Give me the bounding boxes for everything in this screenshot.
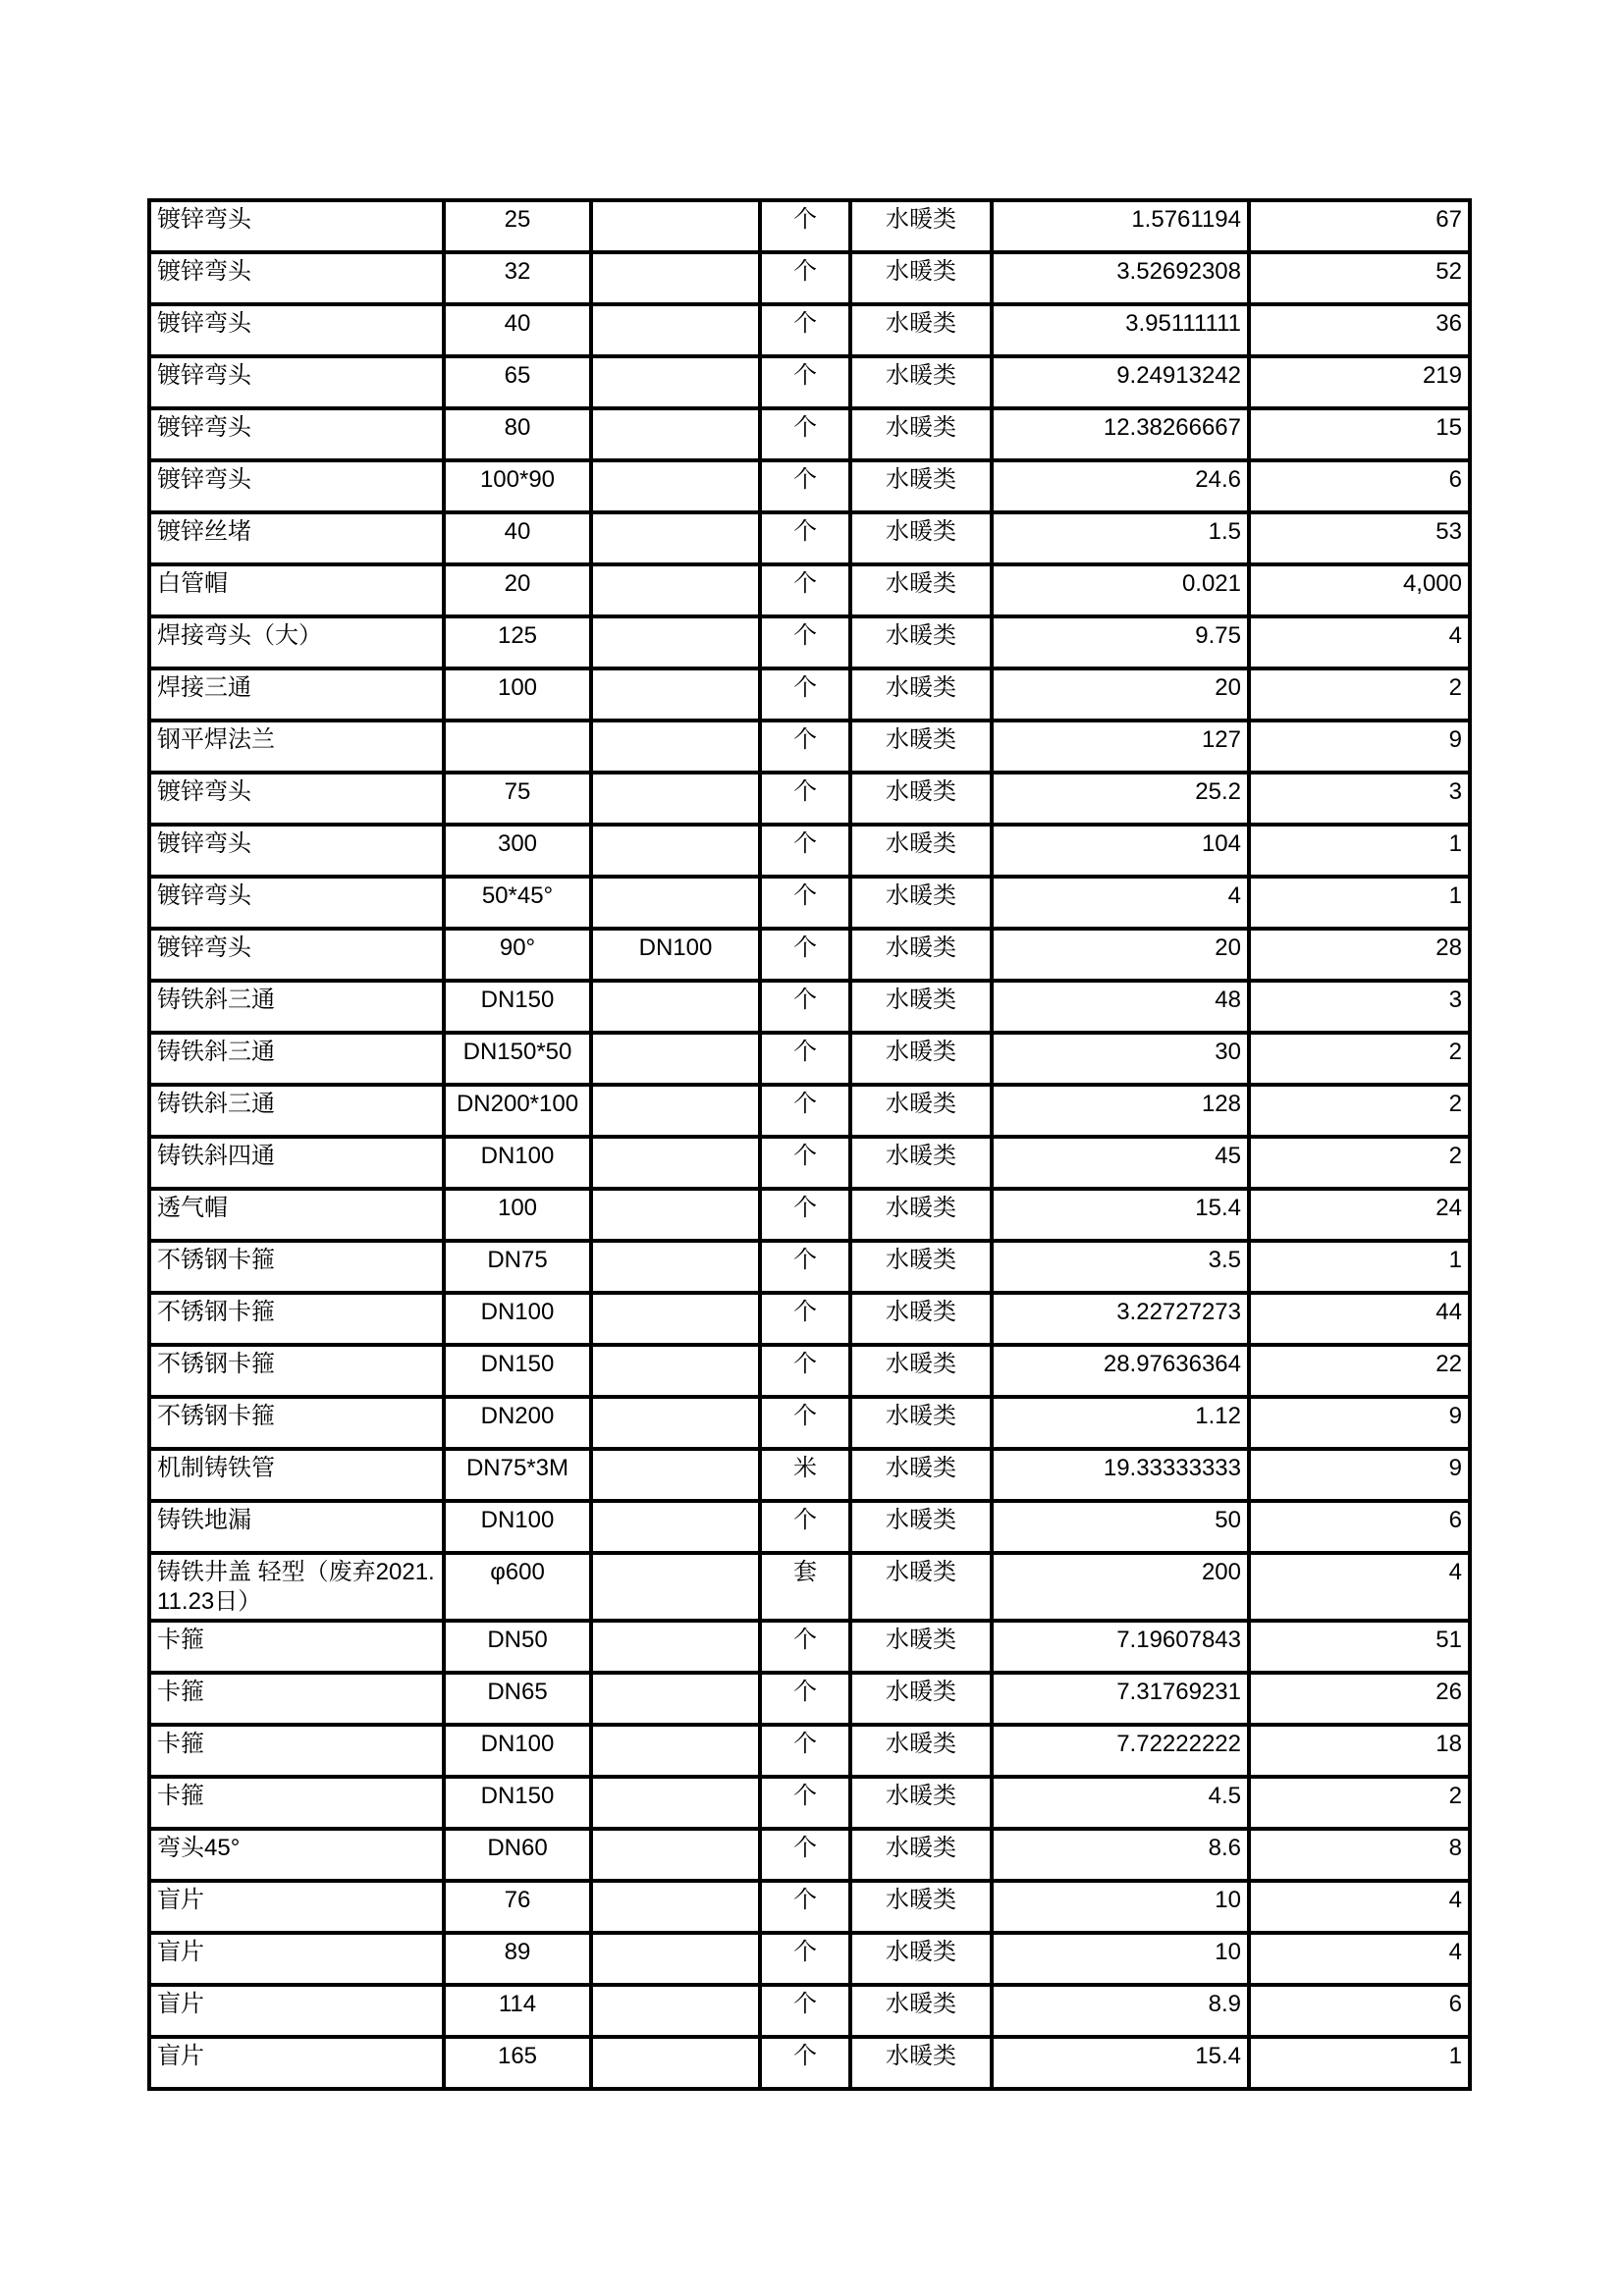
cell-price: 4.5	[992, 1777, 1249, 1829]
cell-unit: 个	[760, 1933, 850, 1985]
cell-item-name: 不锈钢卡箍	[149, 1397, 444, 1449]
cell-price: 200	[992, 1553, 1249, 1621]
cell-price: 25.2	[992, 773, 1249, 825]
cell-unit: 个	[760, 1293, 850, 1345]
cell-spec: DN100	[444, 1137, 591, 1189]
table-row	[149, 1241, 1470, 1293]
table-row	[149, 1985, 1470, 2037]
cell-item-name: 卡箍	[149, 1673, 444, 1725]
table-row	[149, 981, 1470, 1033]
cell-price: 19.33333333	[992, 1449, 1249, 1501]
cell-unit: 个	[760, 2037, 850, 2089]
cell-quantity: 6	[1249, 1985, 1470, 2037]
cell-spec: DN50	[444, 1621, 591, 1673]
cell-price: 12.38266667	[992, 408, 1249, 460]
cell-category: 水暖类	[850, 1137, 992, 1189]
cell-unit: 个	[760, 1137, 850, 1189]
cell-spec: DN100	[444, 1501, 591, 1553]
table-row	[149, 825, 1470, 877]
cell-spec: DN200	[444, 1397, 591, 1449]
cell-spec2	[591, 1189, 760, 1241]
cell-price: 0.021	[992, 564, 1249, 616]
cell-category: 水暖类	[850, 981, 992, 1033]
cell-item-name: 镀锌丝堵	[149, 512, 444, 564]
cell-price: 3.95111111	[992, 304, 1249, 356]
cell-price: 48	[992, 981, 1249, 1033]
cell-spec2	[591, 1397, 760, 1449]
cell-quantity: 1	[1249, 877, 1470, 929]
cell-unit: 个	[760, 1241, 850, 1293]
cell-item-name: 弯头45°	[149, 1829, 444, 1881]
table-row	[149, 1501, 1470, 1553]
cell-quantity: 1	[1249, 1241, 1470, 1293]
cell-quantity: 22	[1249, 1345, 1470, 1397]
cell-quantity: 36	[1249, 304, 1470, 356]
cell-spec: 90°	[444, 929, 591, 981]
cell-spec	[444, 721, 591, 773]
cell-price: 3.52692308	[992, 252, 1249, 304]
cell-spec2	[591, 1881, 760, 1933]
cell-unit: 个	[760, 1033, 850, 1085]
table-row	[149, 1881, 1470, 1933]
cell-item-name: 白管帽	[149, 564, 444, 616]
cell-spec: DN75	[444, 1241, 591, 1293]
cell-price: 15.4	[992, 2037, 1249, 2089]
cell-price: 50	[992, 1501, 1249, 1553]
table-row	[149, 1621, 1470, 1673]
cell-spec: 20	[444, 564, 591, 616]
table-row	[149, 929, 1470, 981]
cell-spec: DN150*50	[444, 1033, 591, 1085]
cell-category: 水暖类	[850, 200, 992, 252]
cell-item-name: 卡箍	[149, 1777, 444, 1829]
table-row	[149, 1345, 1470, 1397]
table-row	[149, 1189, 1470, 1241]
cell-unit: 个	[760, 564, 850, 616]
cell-spec: 165	[444, 2037, 591, 2089]
table-row	[149, 1933, 1470, 1985]
cell-spec: 75	[444, 773, 591, 825]
table-row	[149, 877, 1470, 929]
cell-quantity: 4,000	[1249, 564, 1470, 616]
cell-item-name: 铸铁斜三通	[149, 981, 444, 1033]
cell-quantity: 4	[1249, 1933, 1470, 1985]
cell-spec2	[591, 1829, 760, 1881]
cell-spec: 89	[444, 1933, 591, 1985]
cell-category: 水暖类	[850, 825, 992, 877]
cell-spec2	[591, 1137, 760, 1189]
cell-item-name: 镀锌弯头	[149, 408, 444, 460]
cell-quantity: 2	[1249, 1085, 1470, 1137]
cell-price: 127	[992, 721, 1249, 773]
cell-quantity: 28	[1249, 929, 1470, 981]
cell-spec2	[591, 252, 760, 304]
table-row	[149, 721, 1470, 773]
cell-quantity: 51	[1249, 1621, 1470, 1673]
cell-spec2	[591, 773, 760, 825]
cell-unit: 个	[760, 668, 850, 721]
cell-category: 水暖类	[850, 1241, 992, 1293]
cell-quantity: 2	[1249, 1033, 1470, 1085]
cell-unit: 个	[760, 408, 850, 460]
cell-item-name: 镀锌弯头	[149, 356, 444, 408]
cell-spec: 32	[444, 252, 591, 304]
cell-spec2	[591, 356, 760, 408]
table-row	[149, 252, 1470, 304]
cell-unit: 套	[760, 1553, 850, 1621]
table-row	[149, 304, 1470, 356]
cell-spec2	[591, 1673, 760, 1725]
cell-category: 水暖类	[850, 356, 992, 408]
cell-quantity: 2	[1249, 1777, 1470, 1829]
cell-price: 7.72222222	[992, 1725, 1249, 1777]
cell-unit: 个	[760, 512, 850, 564]
cell-spec: 76	[444, 1881, 591, 1933]
cell-quantity: 1	[1249, 2037, 1470, 2089]
cell-category: 水暖类	[850, 1829, 992, 1881]
cell-unit: 个	[760, 1085, 850, 1137]
cell-spec2	[591, 1553, 760, 1621]
cell-quantity: 6	[1249, 1501, 1470, 1553]
cell-category: 水暖类	[850, 616, 992, 668]
cell-item-name: 卡箍	[149, 1725, 444, 1777]
cell-quantity: 2	[1249, 668, 1470, 721]
table-row	[149, 2037, 1470, 2089]
cell-item-name: 钢平焊法兰	[149, 721, 444, 773]
table-row	[149, 408, 1470, 460]
cell-item-name: 镀锌弯头	[149, 252, 444, 304]
cell-category: 水暖类	[850, 1397, 992, 1449]
cell-category: 水暖类	[850, 1501, 992, 1553]
cell-item-name: 不锈钢卡箍	[149, 1345, 444, 1397]
cell-spec: DN75*3M	[444, 1449, 591, 1501]
cell-unit: 个	[760, 773, 850, 825]
cell-price: 30	[992, 1033, 1249, 1085]
cell-category: 水暖类	[850, 1293, 992, 1345]
cell-price: 7.31769231	[992, 1673, 1249, 1725]
cell-item-name: 镀锌弯头	[149, 877, 444, 929]
cell-quantity: 53	[1249, 512, 1470, 564]
cell-spec2	[591, 721, 760, 773]
cell-spec2	[591, 1621, 760, 1673]
cell-price: 1.5	[992, 512, 1249, 564]
cell-category: 水暖类	[850, 773, 992, 825]
table-row	[149, 1777, 1470, 1829]
inventory-table-body	[149, 200, 1470, 2089]
cell-item-name: 镀锌弯头	[149, 929, 444, 981]
cell-spec: DN200*100	[444, 1085, 591, 1137]
cell-unit: 个	[760, 1881, 850, 1933]
cell-item-name: 镀锌弯头	[149, 460, 444, 512]
cell-category: 水暖类	[850, 877, 992, 929]
cell-quantity: 26	[1249, 1673, 1470, 1725]
cell-spec2	[591, 1085, 760, 1137]
cell-spec: DN60	[444, 1829, 591, 1881]
cell-quantity: 4	[1249, 1553, 1470, 1621]
table-row	[149, 1673, 1470, 1725]
cell-spec2	[591, 668, 760, 721]
cell-item-name: 铸铁斜四通	[149, 1137, 444, 1189]
cell-price: 1.12	[992, 1397, 1249, 1449]
cell-item-name: 盲片	[149, 1881, 444, 1933]
cell-item-name: 镀锌弯头	[149, 304, 444, 356]
cell-unit: 个	[760, 1725, 850, 1777]
cell-category: 水暖类	[850, 1673, 992, 1725]
cell-quantity: 67	[1249, 200, 1470, 252]
cell-spec2	[591, 1345, 760, 1397]
table-row	[149, 668, 1470, 721]
cell-price: 10	[992, 1881, 1249, 1933]
cell-quantity: 18	[1249, 1725, 1470, 1777]
table-row	[149, 1085, 1470, 1137]
cell-spec2	[591, 1293, 760, 1345]
cell-price: 4	[992, 877, 1249, 929]
cell-spec2: DN100	[591, 929, 760, 981]
cell-quantity: 3	[1249, 773, 1470, 825]
cell-item-name: 铸铁地漏	[149, 1501, 444, 1553]
cell-category: 水暖类	[850, 252, 992, 304]
cell-spec: 300	[444, 825, 591, 877]
cell-price: 7.19607843	[992, 1621, 1249, 1673]
cell-quantity: 4	[1249, 616, 1470, 668]
cell-unit: 个	[760, 981, 850, 1033]
cell-spec: 100	[444, 668, 591, 721]
cell-item-name: 铸铁斜三通	[149, 1085, 444, 1137]
cell-unit: 米	[760, 1449, 850, 1501]
cell-category: 水暖类	[850, 1985, 992, 2037]
cell-item-name: 盲片	[149, 2037, 444, 2089]
cell-unit: 个	[760, 1829, 850, 1881]
cell-spec2	[591, 1985, 760, 2037]
cell-category: 水暖类	[850, 668, 992, 721]
cell-category: 水暖类	[850, 1777, 992, 1829]
cell-spec: 65	[444, 356, 591, 408]
table-row	[149, 1033, 1470, 1085]
cell-quantity: 9	[1249, 1397, 1470, 1449]
cell-spec: 114	[444, 1985, 591, 2037]
cell-unit: 个	[760, 252, 850, 304]
cell-price: 20	[992, 668, 1249, 721]
cell-spec: 80	[444, 408, 591, 460]
cell-category: 水暖类	[850, 1033, 992, 1085]
table-row	[149, 460, 1470, 512]
cell-item-name: 镀锌弯头	[149, 825, 444, 877]
cell-category: 水暖类	[850, 304, 992, 356]
cell-quantity: 1	[1249, 825, 1470, 877]
cell-spec: DN150	[444, 981, 591, 1033]
cell-price: 45	[992, 1137, 1249, 1189]
cell-spec: 50*45°	[444, 877, 591, 929]
cell-spec2	[591, 460, 760, 512]
cell-spec: DN100	[444, 1293, 591, 1345]
table-row	[149, 356, 1470, 408]
cell-spec2	[591, 2037, 760, 2089]
cell-quantity: 2	[1249, 1137, 1470, 1189]
cell-spec2	[591, 200, 760, 252]
table-row	[149, 1137, 1470, 1189]
cell-spec2	[591, 1501, 760, 1553]
cell-quantity: 4	[1249, 1881, 1470, 1933]
cell-category: 水暖类	[850, 408, 992, 460]
cell-category: 水暖类	[850, 1933, 992, 1985]
cell-category: 水暖类	[850, 1449, 992, 1501]
cell-quantity: 52	[1249, 252, 1470, 304]
cell-price: 3.5	[992, 1241, 1249, 1293]
cell-spec2	[591, 1933, 760, 1985]
cell-category: 水暖类	[850, 512, 992, 564]
cell-category: 水暖类	[850, 2037, 992, 2089]
cell-spec2	[591, 512, 760, 564]
cell-quantity: 8	[1249, 1829, 1470, 1881]
cell-spec2	[591, 1033, 760, 1085]
cell-quantity: 24	[1249, 1189, 1470, 1241]
cell-unit: 个	[760, 1673, 850, 1725]
cell-unit: 个	[760, 356, 850, 408]
cell-spec: 100	[444, 1189, 591, 1241]
cell-quantity: 44	[1249, 1293, 1470, 1345]
cell-price: 8.6	[992, 1829, 1249, 1881]
cell-spec: 40	[444, 512, 591, 564]
cell-quantity: 15	[1249, 408, 1470, 460]
cell-spec2	[591, 1449, 760, 1501]
cell-category: 水暖类	[850, 1725, 992, 1777]
cell-spec2	[591, 825, 760, 877]
cell-item-name: 焊接弯头（大）	[149, 616, 444, 668]
cell-category: 水暖类	[850, 1345, 992, 1397]
cell-unit: 个	[760, 1621, 850, 1673]
cell-spec: 40	[444, 304, 591, 356]
cell-price: 9.75	[992, 616, 1249, 668]
cell-unit: 个	[760, 616, 850, 668]
cell-unit: 个	[760, 200, 850, 252]
cell-category: 水暖类	[850, 460, 992, 512]
cell-item-name: 镀锌弯头	[149, 773, 444, 825]
inventory-table	[147, 198, 1472, 2091]
cell-item-name: 不锈钢卡箍	[149, 1293, 444, 1345]
cell-unit: 个	[760, 721, 850, 773]
cell-price: 3.22727273	[992, 1293, 1249, 1345]
cell-spec2	[591, 877, 760, 929]
cell-unit: 个	[760, 929, 850, 981]
table-row	[149, 773, 1470, 825]
table-row	[149, 1725, 1470, 1777]
cell-price: 8.9	[992, 1985, 1249, 2037]
cell-quantity: 9	[1249, 1449, 1470, 1501]
cell-price: 28.97636364	[992, 1345, 1249, 1397]
table-row	[149, 616, 1470, 668]
cell-unit: 个	[760, 877, 850, 929]
cell-spec2	[591, 564, 760, 616]
cell-item-name: 焊接三通	[149, 668, 444, 721]
cell-price: 1.5761194	[992, 200, 1249, 252]
cell-spec: DN65	[444, 1673, 591, 1725]
table-row	[149, 1553, 1470, 1621]
cell-category: 水暖类	[850, 929, 992, 981]
cell-item-name: 卡箍	[149, 1621, 444, 1673]
cell-item-name: 机制铸铁管	[149, 1449, 444, 1501]
cell-category: 水暖类	[850, 1881, 992, 1933]
cell-price: 20	[992, 929, 1249, 981]
cell-spec: 125	[444, 616, 591, 668]
cell-spec2	[591, 1777, 760, 1829]
cell-price: 24.6	[992, 460, 1249, 512]
cell-item-name: 镀锌弯头	[149, 200, 444, 252]
cell-item-name: 铸铁井盖 轻型（废弃2021.11.23日）	[149, 1553, 444, 1621]
cell-price: 128	[992, 1085, 1249, 1137]
cell-category: 水暖类	[850, 564, 992, 616]
cell-price: 9.24913242	[992, 356, 1249, 408]
cell-unit: 个	[760, 1345, 850, 1397]
cell-item-name: 盲片	[149, 1933, 444, 1985]
table-row	[149, 1829, 1470, 1881]
cell-price: 10	[992, 1933, 1249, 1985]
cell-quantity: 9	[1249, 721, 1470, 773]
cell-spec: φ600	[444, 1553, 591, 1621]
cell-unit: 个	[760, 304, 850, 356]
cell-item-name: 不锈钢卡箍	[149, 1241, 444, 1293]
cell-category: 水暖类	[850, 1085, 992, 1137]
cell-unit: 个	[760, 460, 850, 512]
cell-spec: DN100	[444, 1725, 591, 1777]
cell-spec2	[591, 981, 760, 1033]
cell-price: 104	[992, 825, 1249, 877]
cell-item-name: 透气帽	[149, 1189, 444, 1241]
cell-item-name: 铸铁斜三通	[149, 1033, 444, 1085]
cell-spec2	[591, 408, 760, 460]
cell-quantity: 6	[1249, 460, 1470, 512]
cell-unit: 个	[760, 1777, 850, 1829]
table-row	[149, 1293, 1470, 1345]
table-row	[149, 564, 1470, 616]
table-row	[149, 1449, 1470, 1501]
cell-spec2	[591, 1241, 760, 1293]
cell-spec: 25	[444, 200, 591, 252]
table-row	[149, 512, 1470, 564]
cell-price: 15.4	[992, 1189, 1249, 1241]
table-row	[149, 200, 1470, 252]
cell-category: 水暖类	[850, 1621, 992, 1673]
cell-quantity: 3	[1249, 981, 1470, 1033]
cell-quantity: 219	[1249, 356, 1470, 408]
cell-unit: 个	[760, 1189, 850, 1241]
cell-category: 水暖类	[850, 721, 992, 773]
cell-unit: 个	[760, 825, 850, 877]
cell-spec: DN150	[444, 1345, 591, 1397]
cell-unit: 个	[760, 1501, 850, 1553]
cell-spec2	[591, 1725, 760, 1777]
cell-spec: 100*90	[444, 460, 591, 512]
cell-spec2	[591, 304, 760, 356]
table-row	[149, 1397, 1470, 1449]
cell-spec: DN150	[444, 1777, 591, 1829]
cell-item-name: 盲片	[149, 1985, 444, 2037]
cell-spec2	[591, 616, 760, 668]
cell-category: 水暖类	[850, 1553, 992, 1621]
cell-unit: 个	[760, 1397, 850, 1449]
cell-unit: 个	[760, 1985, 850, 2037]
cell-category: 水暖类	[850, 1189, 992, 1241]
